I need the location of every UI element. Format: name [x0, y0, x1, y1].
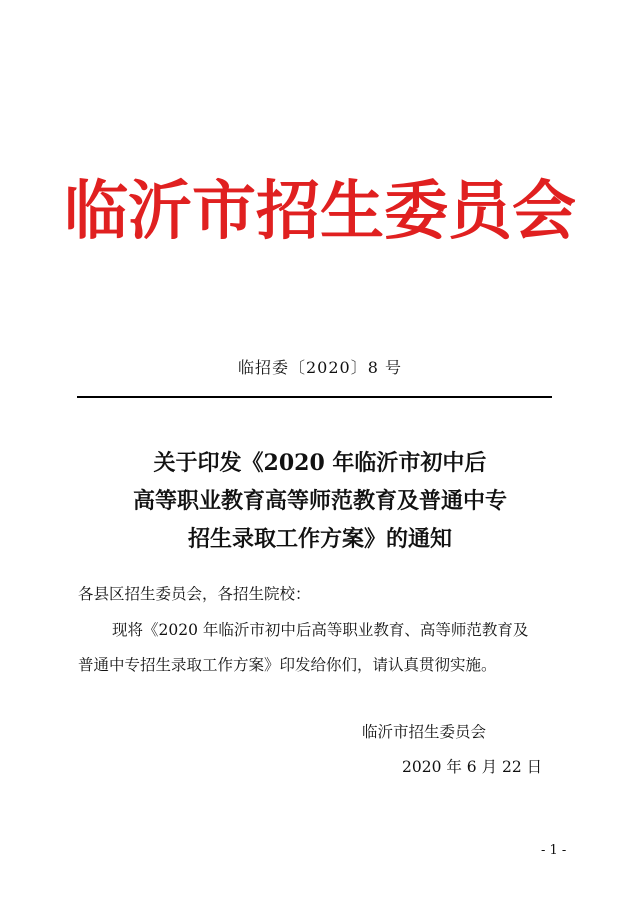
document-number: 临招委〔2020〕8 号	[238, 358, 402, 377]
body-paragraph-line-2: 普通中专招生录取工作方案》印发给你们，请认真贯彻实施。	[78, 656, 497, 674]
salutation: 各县区招生委员会，各招生院校：	[78, 585, 311, 603]
title-line-1: 关于印发《2020 年临沂市初中后	[153, 450, 487, 476]
document-title	[0, 444, 640, 558]
page-number: - 1 -	[541, 843, 567, 858]
body-paragraph-line-1: 现将《2020 年临沂市初中后高等职业教育、高等师范教育及	[112, 621, 529, 639]
title-line-2: 高等职业教育高等师范教育及普通中专	[132, 488, 507, 514]
signature-organization: 临沂市招生委员会	[362, 723, 487, 741]
header-divider	[77, 396, 552, 398]
title-line-3: 招生录取工作方案》的通知	[187, 526, 452, 552]
organization-header: 临沂市招生委员会	[64, 174, 576, 249]
signature-date: 2020 年 6 月 22 日	[402, 758, 543, 776]
